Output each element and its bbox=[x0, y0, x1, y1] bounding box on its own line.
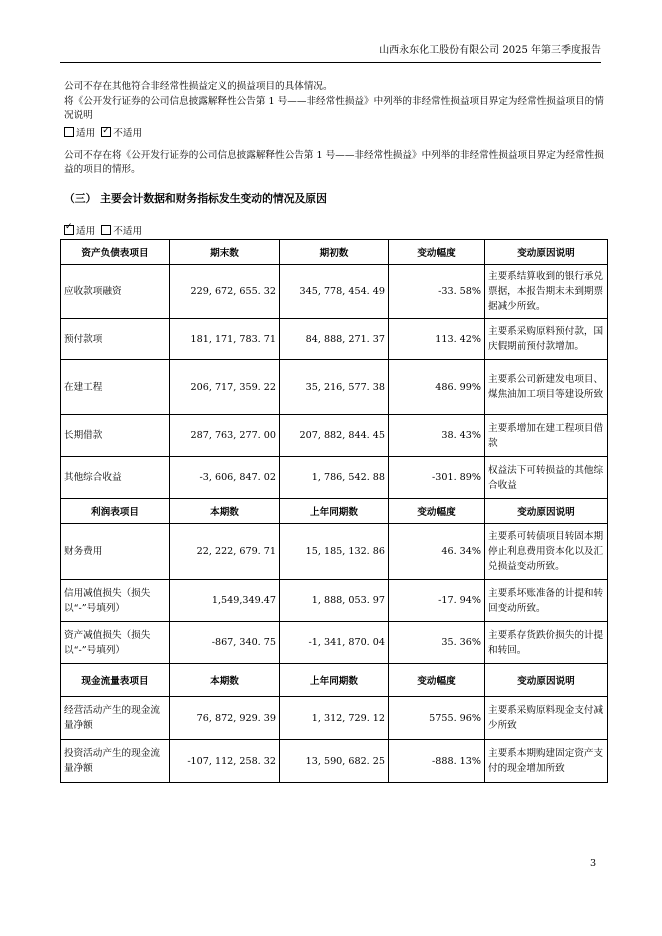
column-header: 变动幅度 bbox=[389, 664, 485, 697]
start-value: 345, 778, 454. 49 bbox=[280, 265, 389, 319]
change-reason: 主要系坏账准备的计提和转回变动所致。 bbox=[485, 580, 608, 622]
change-reason: 主要系存货跌价损失的计提和转回。 bbox=[485, 622, 608, 664]
end-value: 181, 171, 783. 71 bbox=[170, 319, 280, 360]
column-header: 上年同期数 bbox=[280, 664, 389, 697]
change-reason: 主要系增加在建工程项目借款 bbox=[485, 415, 608, 457]
change-reason: 权益法下可转损益的其他综合收益 bbox=[485, 457, 608, 499]
item-name: 投资活动产生的现金流量净额 bbox=[61, 740, 170, 783]
change-pct: -33. 58% bbox=[389, 265, 485, 319]
change-reason: 主要系采购原料预付款，国庆假期前预付款增加。 bbox=[485, 319, 608, 360]
end-value: 206, 717, 359. 22 bbox=[170, 360, 280, 415]
table-row bbox=[61, 319, 608, 360]
column-header: 本期数 bbox=[170, 664, 280, 697]
column-header: 现金流量表项目 bbox=[61, 664, 170, 697]
prior-value: 13, 590, 682. 25 bbox=[280, 740, 389, 783]
report-title: 山西永东化工股份有限公司 2025 年第三季度报告 bbox=[379, 45, 601, 56]
applicability-row-2 bbox=[64, 223, 142, 237]
cashflow-header-row bbox=[61, 664, 608, 697]
change-pct: 35. 36% bbox=[389, 622, 485, 664]
item-name: 其他综合收益 bbox=[61, 457, 170, 499]
current-value: 1,549,349.47 bbox=[170, 580, 280, 622]
column-header: 变动原因说明 bbox=[485, 664, 608, 697]
item-name: 在建工程 bbox=[61, 360, 170, 415]
item-name: 长期借款 bbox=[61, 415, 170, 457]
change-reason: 主要系可转债项目转固本期停止利息费用资本化以及汇兑损益变动所致。 bbox=[485, 524, 608, 580]
current-value: 22, 222, 679. 71 bbox=[170, 524, 280, 580]
column-header: 变动原因说明 bbox=[485, 499, 608, 524]
current-value: 76, 872, 929. 39 bbox=[170, 697, 280, 740]
prior-value: 15, 185, 132. 86 bbox=[280, 524, 389, 580]
checkbox-not-applicable[interactable] bbox=[101, 225, 111, 235]
prior-value: 1, 888, 053. 97 bbox=[280, 580, 389, 622]
column-header: 期初数 bbox=[280, 240, 389, 265]
column-header: 期末数 bbox=[170, 240, 280, 265]
section-heading: （三） 主要会计数据和财务指标发生变动的情况及原因 bbox=[64, 192, 327, 205]
checkbox-not-applicable-checked[interactable] bbox=[101, 127, 111, 137]
change-pct: -17. 94% bbox=[389, 580, 485, 622]
start-value: 35, 216, 577. 38 bbox=[280, 360, 389, 415]
table-row bbox=[61, 360, 608, 415]
table-row bbox=[61, 524, 608, 580]
change-reason: 主要系本期购建固定资产支付的现金增加所致 bbox=[485, 740, 608, 783]
table-row bbox=[61, 740, 608, 783]
end-value: 229, 672, 655. 32 bbox=[170, 265, 280, 319]
column-header: 上年同期数 bbox=[280, 499, 389, 524]
end-value: -3, 606, 847. 02 bbox=[170, 457, 280, 499]
item-name: 资产减值损失（损失以“-”号填列） bbox=[61, 622, 170, 664]
item-name: 应收款项融资 bbox=[61, 265, 170, 319]
column-header: 变动幅度 bbox=[389, 499, 485, 524]
prior-value: 1, 312, 729. 12 bbox=[280, 697, 389, 740]
paragraph-other-items: 公司不存在其他符合非经常性损益定义的损益项目的具体情况。 bbox=[64, 81, 333, 92]
table-row bbox=[61, 622, 608, 664]
column-header: 变动幅度 bbox=[389, 240, 485, 265]
table-row bbox=[61, 457, 608, 499]
page-header bbox=[60, 44, 601, 63]
table-row bbox=[61, 580, 608, 622]
current-value: -107, 112, 258. 32 bbox=[170, 740, 280, 783]
change-pct: 113. 42% bbox=[389, 319, 485, 360]
balance-header-row bbox=[61, 240, 608, 265]
checkbox-applicable[interactable] bbox=[64, 127, 74, 137]
start-value: 1, 786, 542. 88 bbox=[280, 457, 389, 499]
paragraph-no-reclassification: 公司不存在将《公开发行证券的公司信息披露解释性公告第 1 号——非经常性损益》中列举的非经常性损益项目界定为经常性损益的项目的情形。 bbox=[64, 150, 604, 175]
paragraph-reclassification: 将《公开发行证券的公司信息披露解释性公告第 1 号——非经常性损益》中列举的非经常性损益项目界定为经常性损益项目的情况说明 bbox=[64, 96, 604, 121]
applicable-label: 适用 bbox=[76, 128, 96, 139]
not-applicable-label: 不适用 bbox=[113, 128, 143, 139]
item-name: 财务费用 bbox=[61, 524, 170, 580]
change-pct: 46. 34% bbox=[389, 524, 485, 580]
change-pct: 38. 43% bbox=[389, 415, 485, 457]
change-pct: -888. 13% bbox=[389, 740, 485, 783]
table-row bbox=[61, 265, 608, 319]
table-row bbox=[61, 697, 608, 740]
start-value: 207, 882, 844. 45 bbox=[280, 415, 389, 457]
change-pct: -301. 89% bbox=[389, 457, 485, 499]
start-value: 84, 888, 271. 37 bbox=[280, 319, 389, 360]
change-pct: 5755. 96% bbox=[389, 697, 485, 740]
change-reason: 主要系结算收到的银行承兑票据，本报告期末未到期票据减少所致。 bbox=[485, 265, 608, 319]
change-reason: 主要系采购原料现金支付减少所致 bbox=[485, 697, 608, 740]
checkbox-applicable-checked[interactable] bbox=[64, 225, 74, 235]
prior-value: -1, 341, 870. 04 bbox=[280, 622, 389, 664]
item-name: 预付款项 bbox=[61, 319, 170, 360]
table-row bbox=[61, 415, 608, 457]
item-name: 经营活动产生的现金流量净额 bbox=[61, 697, 170, 740]
page-number: 3 bbox=[590, 858, 597, 869]
financial-changes-table bbox=[60, 239, 608, 783]
column-header: 资产负债表项目 bbox=[61, 240, 170, 265]
item-name: 信用减值损失（损失以“-”号填列） bbox=[61, 580, 170, 622]
income-header-row bbox=[61, 499, 608, 524]
current-value: -867, 340. 75 bbox=[170, 622, 280, 664]
column-header: 本期数 bbox=[170, 499, 280, 524]
column-header: 利润表项目 bbox=[61, 499, 170, 524]
applicability-row-1 bbox=[64, 127, 604, 141]
end-value: 287, 763, 277. 00 bbox=[170, 415, 280, 457]
applicable-label-2: 适用 bbox=[76, 226, 96, 237]
change-reason: 主要系公司新建发电项目、煤焦油加工项目等建设所致 bbox=[485, 360, 608, 415]
column-header: 变动原因说明 bbox=[485, 240, 608, 265]
change-pct: 486. 99% bbox=[389, 360, 485, 415]
not-applicable-label-2: 不适用 bbox=[113, 226, 143, 237]
